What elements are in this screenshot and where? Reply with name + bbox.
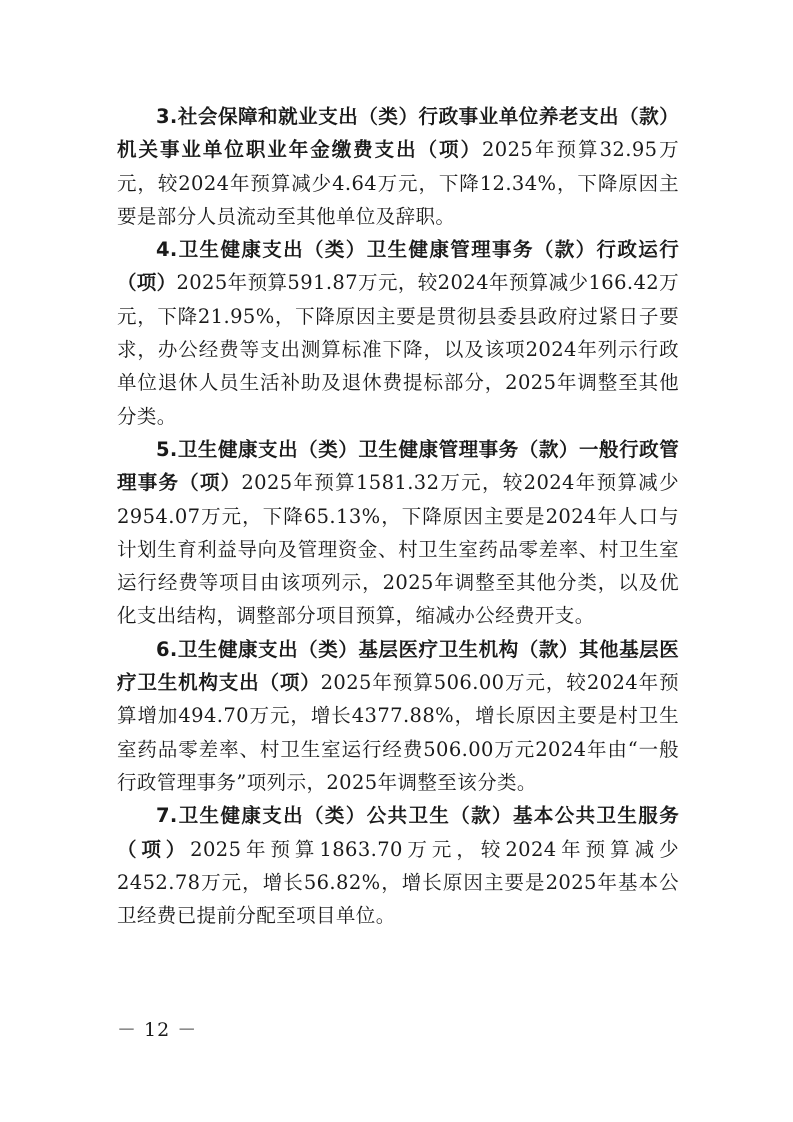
paragraph-item-6	[117, 633, 679, 799]
paragraph-heading: 4.卫生健康支出（类）卫生健康管理事务（款）行政运行（项）	[117, 238, 679, 295]
paragraph-heading: 5.卫生健康支出（类）卫生健康管理事务（款）一般行政管理事务（项）	[117, 437, 679, 495]
paragraph-item-7	[117, 799, 679, 932]
paragraph-item-4	[117, 233, 679, 433]
paragraph-text: 2025年预算32.95万元，较2024年预算减少4.64万元，下降12.34%，下降原因主要是部分人员流动至其他单位及辞职。	[117, 138, 679, 228]
paragraph-item-3	[117, 100, 679, 233]
page-number: － 12 －	[117, 1019, 198, 1041]
paragraph-text: 2025年预算1863.70万元，较2024年预算减少2452.78万元，增长56.82%，增长原因主要是2025年基本公卫经费已提前分配至项目单位。	[117, 837, 679, 928]
paragraph-heading: 7.卫生健康支出（类）公共卫生（款）基本公共卫生服务（项）	[117, 804, 679, 861]
paragraph-text: 2025年预算1581.32万元，较2024年预算减少2954.07万元，下降65.13%，下降原因主要是2024年人口与计划生育利益导向及管理资金、村卫生室药品零差率、村卫生室运行经费等项目由该项列示，2025年调整至其他分类，以及优化支出结构，调整部分项目预算，缩减办公经费开支。	[117, 471, 679, 628]
document-body	[117, 100, 679, 932]
paragraph-text: 2025年预算591.87万元，较2024年预算减少166.42万元，下降21.95%，下降原因主要是贯彻县委县政府过紧日子要求，办公经费等支出测算标准下降，以及该项2024年列示行政单位退休人员生活补助及退休费提标部分，2025年调整至其他分类。	[117, 271, 679, 428]
paragraph-text: 2025年预算506.00万元，较2024年预算增加494.70万元，增长4377.88%，增长原因主要是村卫生室药品零差率、村卫生室运行经费506.00万元2024年由“一般行政管理事务”项列示，2025年调整至该分类。	[117, 671, 679, 794]
paragraph-item-5	[117, 433, 679, 633]
paragraph-heading: 3.社会保障和就业支出（类）行政事业单位养老支出（款）机关事业单位职业年金缴费支出（项）	[117, 105, 679, 162]
paragraph-heading: 6.卫生健康支出（类）基层医疗卫生机构（款）其他基层医疗卫生机构支出（项）	[117, 637, 679, 695]
